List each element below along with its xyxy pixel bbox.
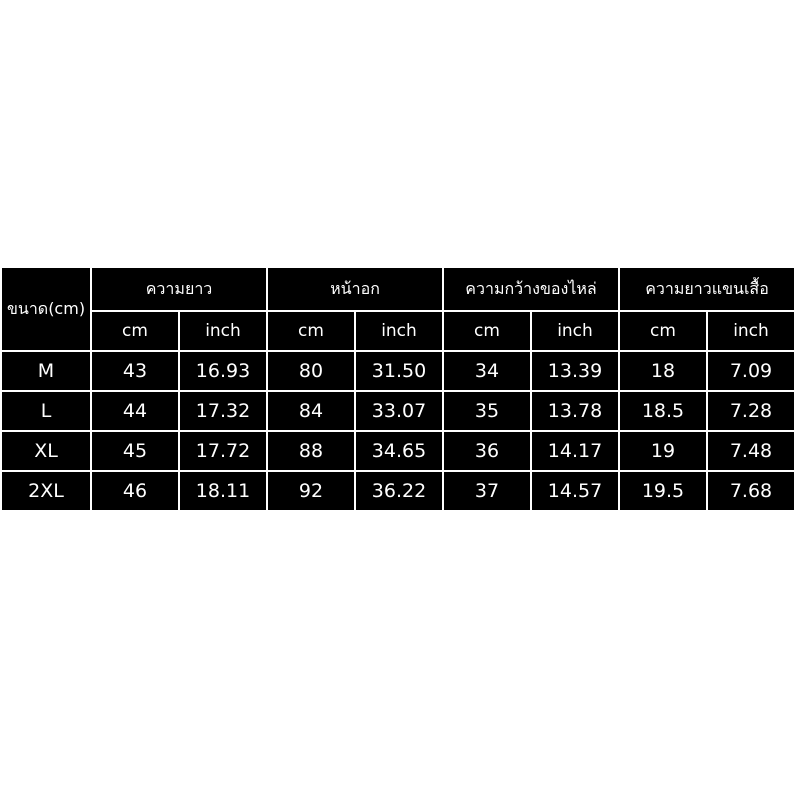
cell-sleeve-cm: 18.5 xyxy=(619,391,707,431)
cell-length-cm: 43 xyxy=(91,351,179,391)
cell-shoulder-cm: 36 xyxy=(443,431,531,471)
cell-shoulder-cm: 37 xyxy=(443,471,531,511)
cell-chest-cm: 92 xyxy=(267,471,355,511)
cell-size: 2XL xyxy=(1,471,91,511)
cell-shoulder-inch: 14.57 xyxy=(531,471,619,511)
cell-size: L xyxy=(1,391,91,431)
cell-size: XL xyxy=(1,431,91,471)
header-group-shoulder: ความกว้างของไหล่ xyxy=(443,267,619,311)
table-header-group-row xyxy=(1,267,795,311)
cell-length-inch: 16.93 xyxy=(179,351,267,391)
cell-chest-cm: 80 xyxy=(267,351,355,391)
cell-chest-inch: 34.65 xyxy=(355,431,443,471)
header-unit-length-cm: cm xyxy=(91,311,179,351)
cell-length-cm: 46 xyxy=(91,471,179,511)
cell-shoulder-inch: 14.17 xyxy=(531,431,619,471)
cell-size: M xyxy=(1,351,91,391)
cell-length-cm: 44 xyxy=(91,391,179,431)
cell-shoulder-inch: 13.78 xyxy=(531,391,619,431)
table-row xyxy=(1,351,795,391)
cell-length-cm: 45 xyxy=(91,431,179,471)
cell-sleeve-inch: 7.68 xyxy=(707,471,795,511)
cell-sleeve-inch: 7.48 xyxy=(707,431,795,471)
table-row xyxy=(1,431,795,471)
table-row xyxy=(1,471,795,511)
cell-shoulder-cm: 35 xyxy=(443,391,531,431)
cell-length-inch: 17.72 xyxy=(179,431,267,471)
header-unit-shoulder-cm: cm xyxy=(443,311,531,351)
cell-sleeve-cm: 19.5 xyxy=(619,471,707,511)
cell-sleeve-cm: 18 xyxy=(619,351,707,391)
cell-shoulder-inch: 13.39 xyxy=(531,351,619,391)
header-group-length: ความยาว xyxy=(91,267,267,311)
cell-chest-inch: 36.22 xyxy=(355,471,443,511)
cell-chest-inch: 33.07 xyxy=(355,391,443,431)
header-unit-length-inch: inch xyxy=(179,311,267,351)
cell-shoulder-cm: 34 xyxy=(443,351,531,391)
cell-length-inch: 17.32 xyxy=(179,391,267,431)
header-unit-chest-cm: cm xyxy=(267,311,355,351)
cell-sleeve-inch: 7.28 xyxy=(707,391,795,431)
header-group-sleeve: ความยาวแขนเสื้อ xyxy=(619,267,795,311)
header-unit-chest-inch: inch xyxy=(355,311,443,351)
header-unit-sleeve-cm: cm xyxy=(619,311,707,351)
cell-chest-inch: 31.50 xyxy=(355,351,443,391)
header-unit-shoulder-inch: inch xyxy=(531,311,619,351)
cell-length-inch: 18.11 xyxy=(179,471,267,511)
cell-sleeve-inch: 7.09 xyxy=(707,351,795,391)
size-chart-table xyxy=(0,266,796,512)
table-header-unit-row xyxy=(1,311,795,351)
header-group-chest: หน้าอก xyxy=(267,267,443,311)
cell-sleeve-cm: 19 xyxy=(619,431,707,471)
cell-chest-cm: 88 xyxy=(267,431,355,471)
size-chart-container xyxy=(0,266,796,512)
header-size-label: ขนาด(cm) xyxy=(1,267,91,351)
cell-chest-cm: 84 xyxy=(267,391,355,431)
header-unit-sleeve-inch: inch xyxy=(707,311,795,351)
table-row xyxy=(1,391,795,431)
